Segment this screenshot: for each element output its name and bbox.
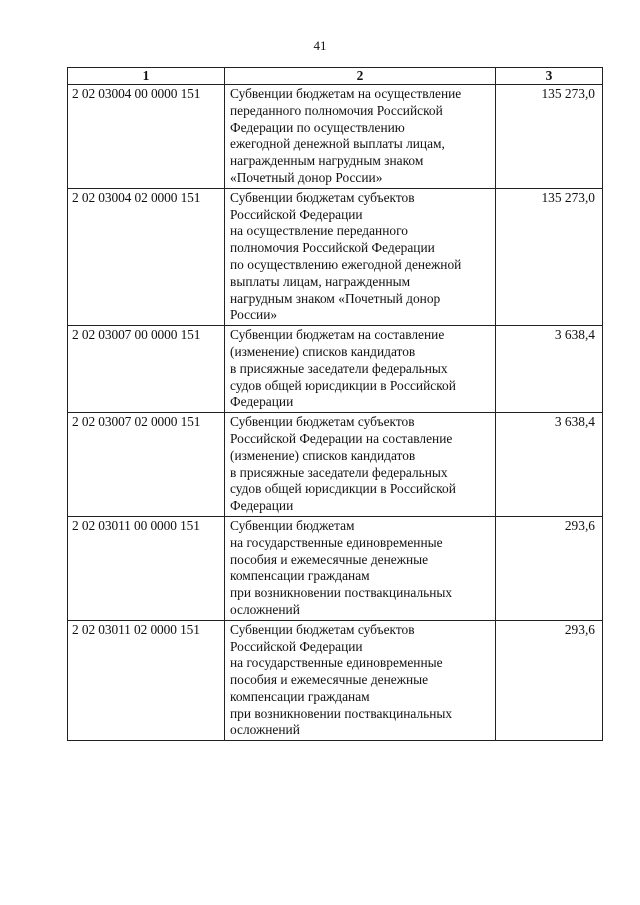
amount-cell: 3 638,4 [496,326,603,413]
description-line: полномочия Российской Федерации [230,240,435,256]
table-row [68,620,603,741]
description-line: на государственные единовременные [230,655,443,671]
description-line: компенсации гражданам [230,688,370,704]
amount-cell: 135 273,0 [496,188,603,325]
description-line: на государственные единовременные [230,534,443,550]
description-cell [225,326,496,413]
description-cell [225,188,496,325]
table-row [68,326,603,413]
budget-table [67,67,603,741]
budget-code-cell: 2 02 03011 02 0000 151 [68,620,225,741]
description-line: в присяжные заседатели федеральных [230,360,448,376]
description-line: Субвенции бюджетам на составление [230,327,445,343]
table-body [68,85,603,741]
budget-code-cell: 2 02 03004 02 0000 151 [68,188,225,325]
description-line: пособия и ежемесячные денежные [230,551,429,567]
description-line: (изменение) списков кандидатов [230,447,416,463]
description-line: Федерации по осуществлению [230,119,405,135]
description-line: судов общей юрисдикции в Российской [230,481,456,497]
description-line: Субвенции бюджетам субъектов [230,414,415,430]
description-cell [225,516,496,620]
description-line: переданного полномочия Российской [230,102,443,118]
description-line: в присяжные заседатели федеральных [230,464,448,480]
description-line: по осуществлению ежегодной денежной [230,256,462,272]
table-row [68,516,603,620]
description-line: нагрудным знаком «Почетный донор [230,290,441,306]
description-line: Федерации [230,498,294,514]
description-line: Федерации [230,394,294,410]
description-line: осложнений [230,601,300,617]
amount-cell: 135 273,0 [496,85,603,189]
description-line: (изменение) списков кандидатов [230,343,416,359]
description-line: России» [230,307,278,323]
description-line: Субвенции бюджетам субъектов [230,621,415,637]
description-line: компенсации гражданам [230,568,370,584]
column-header-amount: 3 [496,68,603,85]
column-header-code: 1 [68,68,225,85]
description-line: награжденным нагрудным знаком [230,153,424,169]
description-line: пособия и ежемесячные денежные [230,672,429,688]
budget-code-cell: 2 02 03007 02 0000 151 [68,413,225,517]
budget-code-cell: 2 02 03011 00 0000 151 [68,516,225,620]
table-row [68,188,603,325]
description-line: Российской Федерации на составление [230,430,453,446]
description-line: ежегодной денежной выплаты лицам, [230,136,445,152]
description-line: Субвенции бюджетам [230,517,355,533]
amount-cell: 293,6 [496,516,603,620]
description-line: Российской Федерации [230,638,363,654]
amount-cell: 3 638,4 [496,413,603,517]
table-header-row [68,68,603,85]
table-row [68,413,603,517]
description-line: судов общей юрисдикции в Российской [230,377,456,393]
page-number: 41 [313,38,327,53]
description-line: Субвенции бюджетам субъектов [230,189,415,205]
table-row [68,85,603,189]
description-line: Российской Федерации [230,206,363,222]
description-line: выплаты лицам, награжденным [230,273,411,289]
description-line: «Почетный донор России» [230,169,383,185]
amount-cell: 293,6 [496,620,603,741]
description-cell [225,413,496,517]
description-cell [225,85,496,189]
description-line: на осуществление переданного [230,223,408,239]
column-header-description: 2 [225,68,496,85]
description-line: при возникновении поствакцинальных [230,705,453,721]
description-line: при возникновении поствакцинальных [230,585,453,601]
description-line: осложнений [230,722,300,738]
description-cell [225,620,496,741]
budget-code-cell: 2 02 03004 00 0000 151 [68,85,225,189]
budget-code-cell: 2 02 03007 00 0000 151 [68,326,225,413]
description-line: Субвенции бюджетам на осуществление [230,86,462,101]
